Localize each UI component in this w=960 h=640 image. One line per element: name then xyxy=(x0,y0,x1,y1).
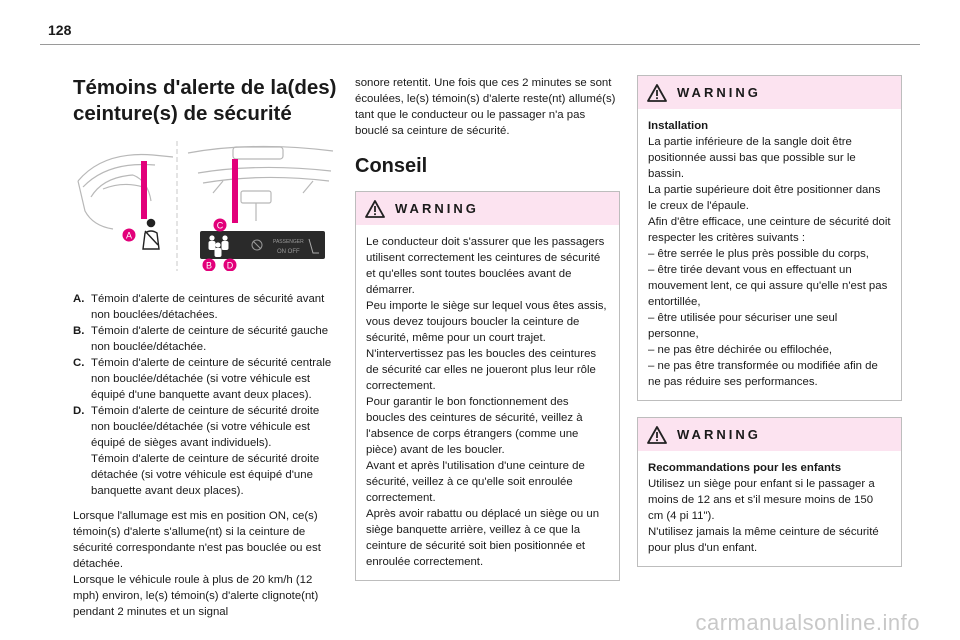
callout-c xyxy=(214,219,227,232)
top-divider xyxy=(40,44,920,45)
watermark: carmanualsonline.info xyxy=(695,610,920,635)
warning-line: – ne pas être déchirée ou effilochée, xyxy=(648,344,833,356)
column-3 xyxy=(637,75,902,567)
warning-body xyxy=(638,109,901,400)
warning-line: – être utilisée pour sécuriser une seul personne, xyxy=(648,312,838,340)
svg-text:B: B xyxy=(205,260,213,271)
legend-item-c: C. Témoin d'alerte de ceinture de sécurité centrale non bouclée/détachée (si votre véhicule est équipé d'une banquette avant deux places). xyxy=(73,357,332,401)
conseil-heading: Conseil xyxy=(355,155,428,177)
warning-box-conseil xyxy=(355,191,620,581)
warning-line: La partie inférieure de la sangle doit être positionnée aussi bas que possible sur le bassin. xyxy=(648,136,856,180)
warning-box-installation xyxy=(637,75,902,401)
svg-text:D: D xyxy=(226,260,234,271)
warning-header xyxy=(638,76,901,109)
paragraph-continuation: sonore retentit. Une fois que ces 2 minutes se sont écoulées, le(s) témoin(s) d'alerte reste(nt) allumé(s) tant que le conducteur ou le passager n'a pas bouclé sa ceinture de sécurité. xyxy=(355,77,616,137)
title-line-2: ceinture(s) de sécurité xyxy=(73,102,292,125)
warning-line: Après avoir rabattu ou déplacé un siège ou un siège banquette arrière, veillez à ce que la ceinture de sécurité soit bien positionnée et enroulée correctement. xyxy=(366,508,600,568)
warning-line: Afin d'être efficace, une ceinture de sécurité doit respecter les critères suivants : xyxy=(648,216,891,244)
warning-title: Recommandations pour les enfants xyxy=(648,462,842,474)
warning-line: N'intervertissez pas les boucles des ceintures de sécurité car elles ne joueront plus leur rôle correctement. xyxy=(366,348,597,392)
indicator-legend xyxy=(73,291,338,499)
callout-d xyxy=(224,259,237,272)
warning-line: Utilisez un siège pour enfant si le passager a moins de 12 ans et s'il mesure moins de 150 cm (4 pi 11"). xyxy=(648,478,875,522)
warning-line: La partie supérieure doit être positionner dans le creux de l'épaule. xyxy=(648,184,881,212)
callout-b xyxy=(203,259,216,272)
section-title xyxy=(73,75,338,127)
svg-text:C: C xyxy=(216,220,224,231)
seatbelt-warning-illustration xyxy=(73,141,338,271)
warning-body xyxy=(638,451,901,566)
warning-header xyxy=(356,192,619,225)
warning-body xyxy=(356,225,619,580)
legend-item-a: A. Témoin d'alerte de ceintures de sécurité avant non bouclées/détachées. xyxy=(73,293,325,321)
warning-line: Peu importe le siège sur lequel vous êtes assis, vous devez toujours boucler la ceinture de sécurité, même pour un court trajet. xyxy=(366,300,607,344)
svg-text:ON OFF: ON OFF xyxy=(277,249,300,255)
dashboard-drawing xyxy=(188,146,333,221)
overhead-console-drawing xyxy=(78,155,173,229)
warning-box-children xyxy=(637,417,902,567)
legend-item-d: D. Témoin d'alerte de ceinture de sécurité droite non bouclée/détachée (si votre véhicule est équipé de sièges avant individuels). Témoin d'alerte de ceinture de sécurité droite détachée (si votre véhicule est équipé d'une banquette avant deux places). xyxy=(73,405,320,497)
warning-label: WARNING xyxy=(677,85,761,100)
page-number: 128 xyxy=(48,22,72,38)
warning-line: – ne pas être transformée ou modifiée afin de ne pas réduire ses performances. xyxy=(648,360,878,388)
callout-a xyxy=(123,229,136,242)
column-2 xyxy=(355,75,620,581)
legend-item-b: B. Témoin d'alerte de ceinture de sécurité gauche non bouclée/détachée. xyxy=(73,325,329,353)
warning-label: WARNING xyxy=(677,427,761,442)
warning-line: Avant et après l'utilisation d'une ceinture de sécurité, veillez à ce qu'elle soit enroulée correctement. xyxy=(366,460,585,504)
pointer-arrows xyxy=(141,159,238,223)
title-line-1: Témoins d'alerte de la(des) xyxy=(73,76,337,99)
svg-text:A: A xyxy=(125,230,133,241)
warning-line: Pour garantir le bon fonctionnement des boucles des ceintures de sécurité, veillez à l'absence de corps étrangers (comme une pièce) avant de les boucler. xyxy=(366,396,583,456)
warning-triangle-icon xyxy=(365,200,385,218)
warning-line: Le conducteur doit s'assurer que les passagers utilisent correctement les ceintures de sécurité et qu'elles sont toutes bouclées avant de démarrer. xyxy=(366,236,605,296)
warning-triangle-icon xyxy=(647,426,667,444)
warning-triangle-icon xyxy=(647,84,667,102)
warning-header xyxy=(638,418,901,451)
column-1 xyxy=(73,75,338,620)
svg-text:PASSENGER: PASSENGER xyxy=(273,239,304,245)
dashboard-diagram xyxy=(73,141,338,271)
warning-title: Installation xyxy=(648,120,709,132)
warning-line: N'utilisez jamais la même ceinture de sécurité pour plus d'un enfant. xyxy=(648,526,879,554)
warning-line: – être serrée le plus près possible du corps, xyxy=(648,248,869,260)
seatbelt-icon-a xyxy=(143,219,159,249)
warning-label: WARNING xyxy=(395,201,479,216)
paragraph-ignition: Lorsque l'allumage est mis en position ON, ce(s) témoin(s) d'alerte s'allume(nt) si la ceinture de sécurité correspondante n'est pas bouclée ou est détachée. xyxy=(73,510,321,570)
warning-line: – être tirée devant vous en effectuant un mouvement lent, ce qui assure qu'elle n'est pas entortillée, xyxy=(648,264,888,308)
paragraph-speed: Lorsque le véhicule roule à plus de 20 km/h (12 mph) environ, le(s) témoin(s) d'alerte clignote(nt) pendant 2 minutes et un signal xyxy=(73,574,319,618)
